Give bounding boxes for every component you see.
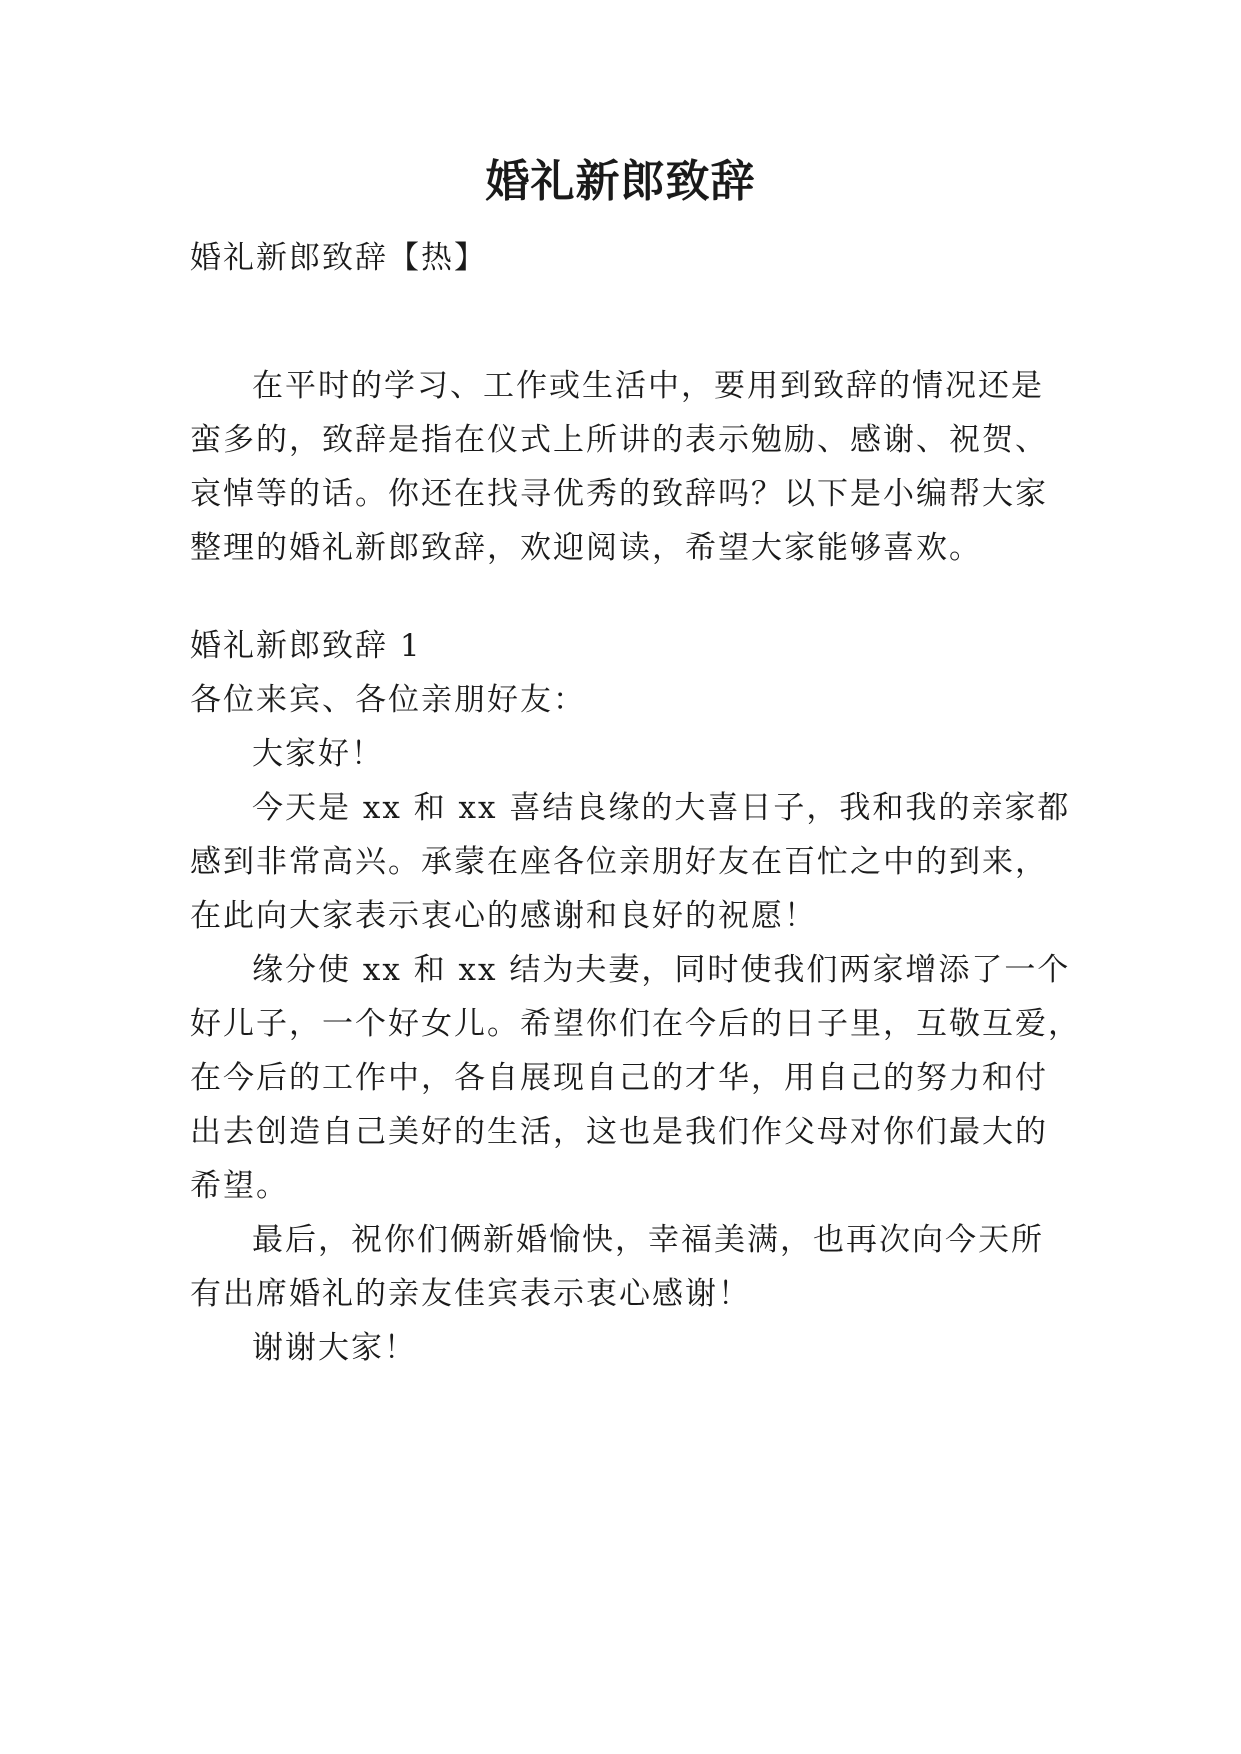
- paragraph2-line-1: 缘分使 xx 和 xx 结为夫妻，同时使我们两家增添了一个: [252, 952, 1071, 988]
- paragraph1-line-1: 今天是 xx 和 xx 喜结良缘的大喜日子，我和我的亲家都: [252, 790, 1071, 826]
- intro-line-4: 整理的婚礼新郎致辞，欢迎阅读，希望大家能够喜欢。: [190, 530, 982, 566]
- document-subtitle: 婚礼新郎致辞【热】: [190, 240, 487, 276]
- salutation: 各位来宾、各位亲朋好友：: [190, 682, 586, 718]
- paragraph3-line-2: 有出席婚礼的亲友佳宾表示衷心感谢！: [190, 1276, 751, 1312]
- closing: 谢谢大家！: [252, 1330, 417, 1366]
- paragraph1-line-3: 在此向大家表示衷心的感谢和良好的祝愿！: [190, 898, 817, 934]
- intro-line-2: 蛮多的，致辞是指在仪式上所讲的表示勉励、感谢、祝贺、: [190, 422, 1048, 458]
- paragraph2-line-2: 好儿子，一个好女儿。希望你们在今后的日子里，互敬互爱，: [190, 1006, 1081, 1042]
- intro-line-3: 哀悼等的话。你还在找寻优秀的致辞吗？以下是小编帮大家: [190, 476, 1048, 512]
- paragraph1-line-2: 感到非常高兴。承蒙在座各位亲朋好友在百忙之中的到来，: [190, 844, 1048, 880]
- intro-line-1: 在平时的学习、工作或生活中，要用到致辞的情况还是: [252, 368, 1044, 404]
- greeting: 大家好！: [252, 736, 384, 772]
- paragraph2-line-3: 在今后的工作中，各自展现自己的才华，用自己的努力和付: [190, 1060, 1048, 1096]
- section-heading: 婚礼新郎致辞 1: [190, 628, 422, 664]
- paragraph2-line-4: 出去创造自己美好的生活，这也是我们作父母对你们最大的: [190, 1114, 1048, 1150]
- paragraph3-line-1: 最后，祝你们俩新婚愉快，幸福美满，也再次向今天所: [252, 1222, 1044, 1258]
- paragraph2-line-5: 希望。: [190, 1168, 289, 1204]
- document-title: 婚礼新郎致辞: [485, 156, 756, 207]
